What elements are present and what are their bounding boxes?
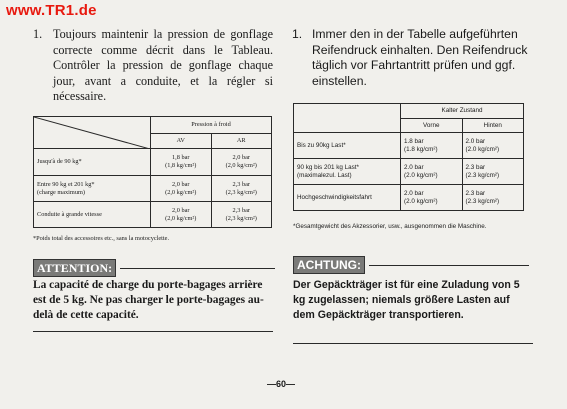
row-label: 90 kg bis 201 kg Last* (maximalezul. Last) bbox=[294, 159, 401, 185]
warning-end-rule bbox=[33, 331, 273, 332]
col-rear-header: Hinten bbox=[462, 119, 524, 133]
french-warning-text: La capacité de charge du porte-bagages arrière est de 5 kg. Ne pas charger le porte-bagages au-delà de cette capacité. bbox=[33, 279, 264, 321]
front-value: 1,8 bar (1,8 kg/cm²) bbox=[151, 149, 212, 176]
front-value: 2,0 bar (2,0 kg/cm²) bbox=[151, 202, 212, 228]
row-label: Bis zu 90kg Last* bbox=[294, 133, 401, 159]
table-row bbox=[294, 159, 524, 185]
table-group-header: Pression à froid bbox=[151, 117, 272, 134]
item-text: Toujours maintenir la pression de gonflage correcte comme décrit dans le Tableau. Contrôler la pression de gonflage chaque jour, avant a conduite, et la régler si nécessaire. bbox=[53, 27, 273, 103]
col-rear-header: AR bbox=[211, 134, 272, 149]
french-item-1 bbox=[33, 27, 273, 105]
warning-label: ATTENTION: bbox=[33, 259, 116, 277]
rear-value: 2,0 bar (2,0 kg/cm²) bbox=[211, 149, 272, 176]
rear-value: 2.3 bar (2.3 kg/cm²) bbox=[462, 185, 524, 211]
french-pressure-table bbox=[33, 116, 272, 228]
warning-end-rule bbox=[293, 343, 533, 344]
rear-value: 2.0 bar (2.0 kg/cm²) bbox=[462, 133, 524, 159]
warning-label: ACHTUNG: bbox=[293, 256, 365, 274]
front-value: 2.0 bar (2.0 kg/cm²) bbox=[401, 159, 463, 185]
french-footnote: *Poids total des accessoires etc., sans la motocyclette. bbox=[33, 235, 170, 242]
warning-rule bbox=[120, 268, 275, 269]
table-corner-cell bbox=[34, 117, 151, 149]
corner-diagonal bbox=[34, 117, 150, 149]
french-warning-header bbox=[33, 259, 275, 277]
table-row bbox=[34, 149, 272, 176]
col-front-header: AV bbox=[151, 134, 212, 149]
table-group-header: Kalter Zustand bbox=[401, 104, 524, 119]
table-row bbox=[34, 176, 272, 202]
row-label: Hochgeschwindigkeitsfahrt bbox=[294, 185, 401, 211]
row-label: Entre 90 kg et 201 kg* (charge maximum) bbox=[34, 176, 151, 202]
site-watermark: www.TR1.de bbox=[6, 2, 97, 19]
table-row bbox=[34, 202, 272, 228]
front-value: 2.0 bar (2.0 kg/cm²) bbox=[401, 185, 463, 211]
german-warning-header bbox=[293, 256, 529, 274]
table-row bbox=[294, 185, 524, 211]
rear-value: 2.3 bar (2.3 kg/cm²) bbox=[462, 159, 524, 185]
item-number: 1. bbox=[33, 27, 43, 41]
rear-value: 2,3 bar (2,3 kg/cm²) bbox=[211, 176, 272, 202]
german-warning-text: Der Gepäckträger ist für eine Zuladung von 5 kg zugelassen; niemals größere Lasten auf dem Gepäckträger transportieren. bbox=[293, 279, 520, 321]
warning-rule bbox=[369, 265, 529, 266]
german-item-1 bbox=[292, 27, 532, 89]
front-value: 2,0 bar (2,0 kg/cm²) bbox=[151, 176, 212, 202]
table-row bbox=[294, 133, 524, 159]
rear-value: 2,3 bar (2,3 kg/cm²) bbox=[211, 202, 272, 228]
item-number: 1. bbox=[292, 27, 303, 41]
german-footnote: *Gesamtgewicht des Akzessorier, usw., ausgenommen die Maschine. bbox=[293, 223, 487, 230]
row-label: Jusqu'à de 90 kg* bbox=[34, 149, 151, 176]
col-front-header: Vorne bbox=[401, 119, 463, 133]
table-corner-cell bbox=[294, 104, 401, 133]
german-pressure-table bbox=[293, 103, 524, 211]
item-text: Immer den in der Tabelle aufgeführten Reifendruck einhalten. Den Reifendruck täglich vor Fahrtantritt prüfen und ggf. einstellen. bbox=[312, 27, 528, 88]
page-number: —60— bbox=[267, 379, 296, 389]
front-value: 1.8 bar (1.8 kg/cm²) bbox=[401, 133, 463, 159]
row-label: Conduite à grande vitesse bbox=[34, 202, 151, 228]
